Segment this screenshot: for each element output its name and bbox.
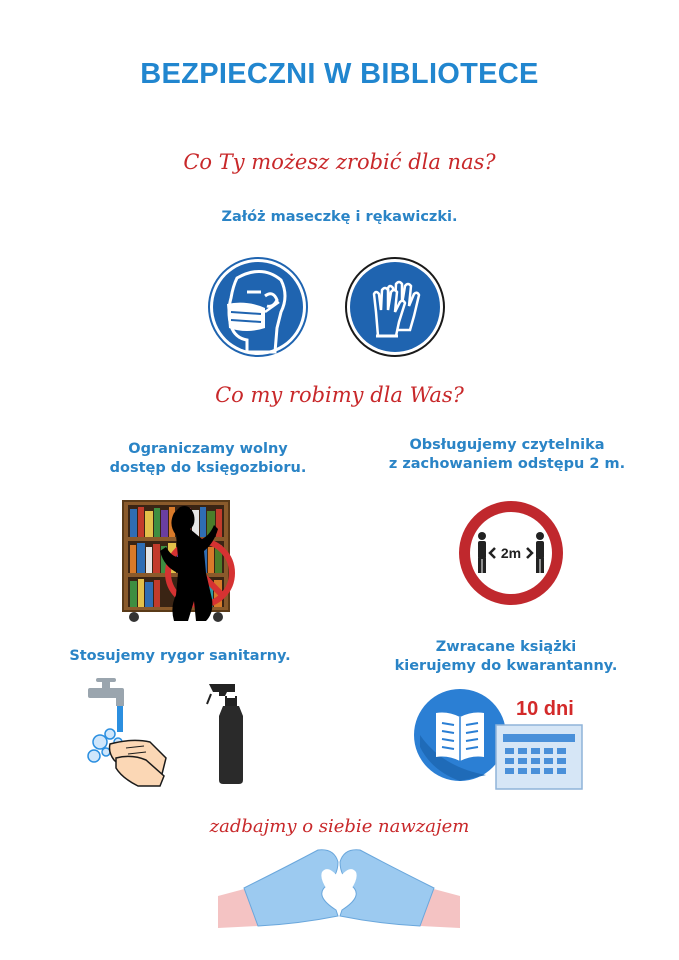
restricted-bookshelf-icon bbox=[120, 495, 238, 625]
section-you-heading: Co Ty możesz zrobić dla nas? bbox=[183, 150, 496, 174]
section-you-instruction: Załóż maseczkę i rękawiczki. bbox=[221, 209, 458, 225]
item-line: kierujemy do kwarantanny. bbox=[394, 658, 618, 674]
gloves-sign-icon bbox=[344, 256, 446, 358]
item-line: Ograniczamy wolny bbox=[128, 441, 288, 457]
item-sanitary-text bbox=[40, 647, 320, 666]
distance-sign-icon bbox=[455, 497, 567, 609]
distance-sign-label: 2m bbox=[500, 545, 522, 561]
item-quarantine-text bbox=[365, 638, 647, 676]
item-line: Obsługujemy czytelnika bbox=[409, 437, 605, 453]
mask-sign-icon bbox=[207, 256, 309, 358]
spray-bottle-icon bbox=[205, 680, 255, 785]
footer-slogan: zadbajmy o siebie nawzajem bbox=[209, 816, 470, 837]
calendar-icon bbox=[495, 724, 583, 790]
handwashing-icon bbox=[80, 678, 170, 788]
quarantine-days-label: 10 dni bbox=[516, 698, 574, 720]
item-line: dostęp do księgozbioru. bbox=[109, 460, 307, 476]
item-line: z zachowaniem odstępu 2 m. bbox=[388, 456, 626, 472]
item-restricted-access-text bbox=[78, 440, 338, 478]
page-title: BEZPIECZNI W BIBLIOTECE bbox=[140, 58, 539, 90]
item-line: Zwracane książki bbox=[435, 639, 577, 655]
section-we-heading: Co my robimy dla Was? bbox=[215, 383, 464, 407]
item-distance-text bbox=[362, 436, 652, 474]
item-line: Stosujemy rygor sanitarny. bbox=[69, 648, 291, 664]
heart-hands-icon bbox=[218, 848, 460, 928]
